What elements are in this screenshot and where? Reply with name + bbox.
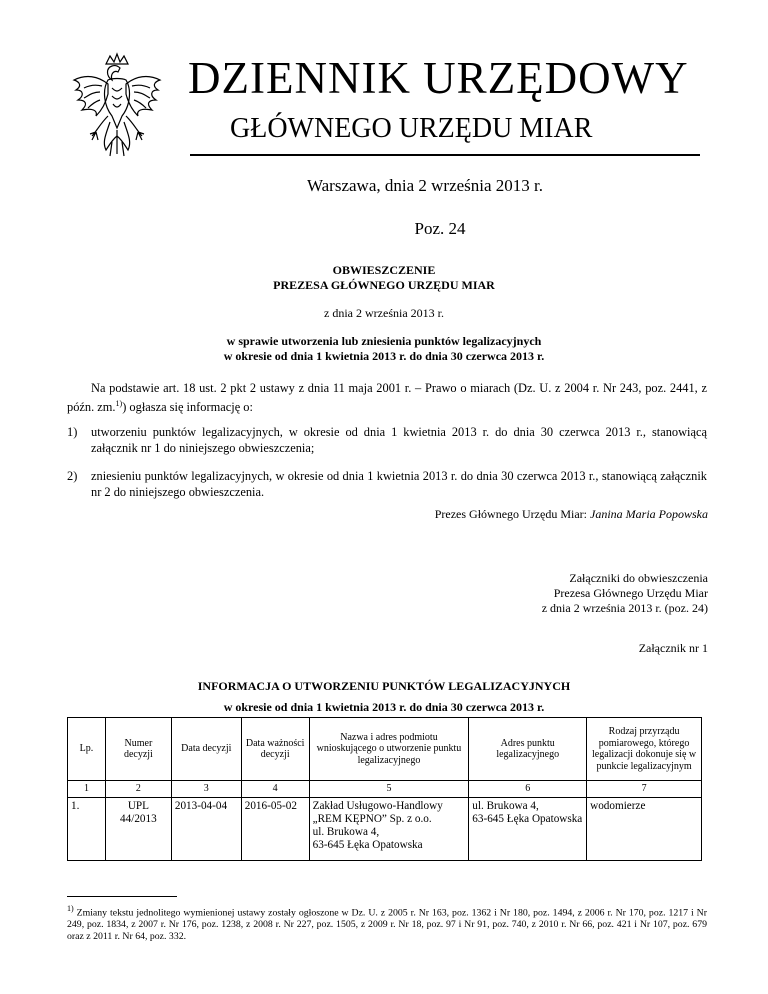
annex-title: INFORMACJA O UTWORZENIU PUNKTÓW LEGALIZACYJNYCH [197, 679, 571, 693]
list-item-text: zniesieniu punktów legalizacyjnych, w okresie od dnia 1 kwietnia 2013 r. do dnia 30 czerwca 2013 r., stanowiącą załącznik nr 2 do niniejszego obwieszczenia. [91, 469, 707, 499]
footnote-reference: 1) [115, 399, 123, 408]
table-header-row [68, 718, 702, 781]
applicant-line1: Zakład Usługowo-Handlowy [312, 800, 443, 812]
signature-name: Janina Maria Popowska [590, 507, 708, 521]
place-date: Warszawa, dnia 2 września 2013 r. [306, 176, 544, 195]
legal-basis-text-end: ) ogłasza się informację o: [122, 400, 253, 415]
notice-date: z dnia 2 września 2013 r. [324, 306, 444, 320]
table-header-cell: Data ważności decyzji [241, 718, 309, 781]
annex-reference [542, 571, 708, 616]
applicant-line3: ul. Brukowa 4, [312, 826, 380, 838]
table-column-number: 7 [587, 781, 702, 798]
journal-subtitle: GŁÓWNEGO URZĘDU MIAR [230, 113, 593, 144]
list-item-number: 1) [67, 425, 78, 439]
notice-authority: PREZESA GŁÓWNEGO URZĘDU MIAR [273, 278, 495, 292]
applicant-line2: „REM KĘPNO” Sp. z o.o. [312, 813, 432, 825]
footnote-text: Zmiany tekstu jednolitego wymienionej ustawy zostały ogłoszone w Dz. U. z 2005 r. Nr 163, poz. 1362 i Nr 180, poz. 1494, z 2006 r. Nr 170, poz. 1217 i Nr 249, poz. 1834, z 2007 r. Nr 176, poz. 1238, z 2008 r. Nr 227, poz. 1505, z 2009 r. Nr 18, poz. 97 i Nr 91, poz. 740, z 2010 r. Nr 66, poz. 421 i Nr 107, poz. 679 oraz z 2011 r. Nr 64, poz. 332. [67, 907, 707, 943]
applicant-line4: 63-645 Łęka Opatowska [312, 839, 423, 851]
notice-heading: OBWIESZCZENIE [332, 263, 436, 277]
table-column-number: 3 [171, 781, 241, 798]
cell-instrument-type: wodomierze [587, 798, 702, 861]
table-header-cell: Nazwa i adres podmiotu wnioskującego o utworzenie punktu legalizacyjnego [309, 718, 469, 781]
cell-point-address [469, 798, 587, 861]
table-column-number: 4 [241, 781, 309, 798]
table-column-number: 6 [469, 781, 587, 798]
table-column-number: 2 [105, 781, 171, 798]
annex-period: w okresie od dnia 1 kwietnia 2013 r. do dnia 30 czerwca 2013 r. [223, 700, 545, 714]
table-header-cell: Numer decyzji [105, 718, 171, 781]
footnote-marker: 1) [67, 904, 74, 913]
points-table [67, 717, 702, 861]
table-header-cell: Data decyzji [171, 718, 241, 781]
footnote-rule [67, 896, 177, 897]
polish-eagle-emblem-icon [62, 50, 172, 170]
list-item [67, 468, 707, 500]
legal-basis-text: Na podstawie art. 18 ust. 2 pkt 2 ustawy z dnia 11 maja 2001 r. – Prawo o miarach (Dz. U. z 2004 r. Nr 243, poz. 2441, z późn. zm. [67, 381, 707, 415]
table-column-number: 1 [68, 781, 106, 798]
table-row [68, 798, 702, 861]
header-rule [190, 154, 700, 156]
cell-applicant [309, 798, 469, 861]
cell-validity-date: 2016-05-02 [241, 798, 309, 861]
decision-number-line1: UPL [127, 800, 149, 812]
notice-subject-line1: w sprawie utworzenia lub zniesienia punktów legalizacyjnych [226, 334, 542, 348]
table-header-cell: Lp. [68, 718, 106, 781]
decision-number-line2: 44/2013 [120, 813, 157, 825]
list-item-text: utworzeniu punktów legalizacyjnych, w okresie od dnia 1 kwietnia 2013 r. do dnia 30 czerwca 2013 r., stanowiącą załącznik nr 1 do niniejszego obwieszczenia; [91, 425, 707, 455]
annex-reference-line2: Prezesa Głównego Urzędu Miar [553, 586, 708, 600]
notice-subject-line2: w okresie od dnia 1 kwietnia 2013 r. do dnia 30 czerwca 2013 r. [223, 349, 545, 363]
table-header-cell: Adres punktu legalizacyjnego [469, 718, 587, 781]
annex-reference-line1: Załączniki do obwieszczenia [569, 571, 708, 585]
table-header-cell: Rodzaj przyrządu pomiarowego, którego legalizacji dokonuje się w punkcie legalizacyjnym [587, 718, 702, 781]
signature-label: Prezes Głównego Urzędu Miar: [434, 507, 590, 521]
journal-title: DZIENNIK URZĘDOWY [188, 53, 689, 103]
point-address-line1: ul. Brukowa 4, [472, 800, 539, 812]
annex-label: Załącznik nr 1 [638, 641, 708, 655]
point-address-line2: 63-645 Łęka Opatowska [472, 813, 583, 825]
table-column-number: 5 [309, 781, 469, 798]
table-column-numbers-row [68, 781, 702, 798]
cell-lp: 1. [68, 798, 106, 861]
signature [435, 507, 708, 522]
annex-reference-line3: z dnia 2 września 2013 r. (poz. 24) [541, 601, 708, 615]
cell-decision-number [105, 798, 171, 861]
position-number: Poz. 24 [414, 219, 466, 238]
list-item [67, 424, 707, 456]
cell-decision-date: 2013-04-04 [171, 798, 241, 861]
footnote [67, 903, 707, 943]
legal-basis-paragraph [67, 380, 707, 415]
list-item-number: 2) [67, 469, 78, 483]
